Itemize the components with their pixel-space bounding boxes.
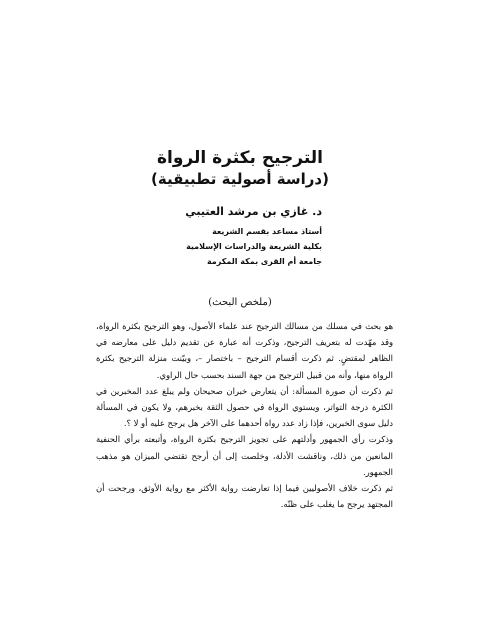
author-affiliation: أستاذ مساعد بقسم الشريعة: [212, 227, 322, 236]
page-title: الترجيح بكثرة الرواة: [156, 148, 324, 168]
page-subtitle: (دراسة أصولية تطبيقية): [151, 170, 329, 188]
author-name: د. غازي بن مرشد العتيبي: [185, 205, 322, 218]
author-affiliation: بكلية الشريعة والدراسات الإسلامية: [186, 242, 322, 251]
abstract-paragraph: ثم ذكرت خلاف الأصوليين فيما إذا تعارضت رواية الأكثر مع رواية الأوثق، ورجحت أن المجتهد يرجح ما يغلب على ظنّه.: [96, 483, 393, 510]
abstract-body: [96, 318, 393, 512]
abstract-paragraph: ثم ذكرت أن صورة المسألة: أن يتعارض خبران صحيحان ولم يبلغ عدد المخبرين في الكثرة درجة التواتر، ويستوي الرواة في حصول الثقة بخبرهم، ولا يكون في المسألة دليل سوى الخبرين، فإذا زاد عدد رواة أحدهما على الآخر هل يرجح عليه أو لا ؟.: [96, 385, 393, 429]
abstract-paragraph: وذكرت رأي الجمهور وأدلتهم على تجويز الترجيح بكثرة الرواة، وأتبعته برأي الحنفية المانعين من ذلك، وناقشت الأدلة، وخلصت إلى أن أرجح تقتضي الميزان هو مذهب الجمهور.: [96, 434, 393, 477]
abstract-heading: (ملخص البحث): [208, 297, 272, 308]
author-block: [152, 205, 322, 269]
abstract-paragraph: هو بحث في مسلك من مسالك الترجيح عند علماء الأصول، وهو الترجيح بكثرة الرواة، وقد مهّدت له بتعريف الترجيح، وذكرت أنه عبارة عن تقديم دليل على معارضه في الظاهر لمقتضٍ. ثم ذكرت أقسام الترجيح – باختصار –، وبيّنت منزلة الترجيح بكثرة الرواة منها، وأنه من قبيل الترجيح من جهة السند بحسب حال الراوي.: [96, 321, 393, 380]
author-affiliation: جامعة أم القرى بمكة المكرمة: [206, 257, 322, 266]
